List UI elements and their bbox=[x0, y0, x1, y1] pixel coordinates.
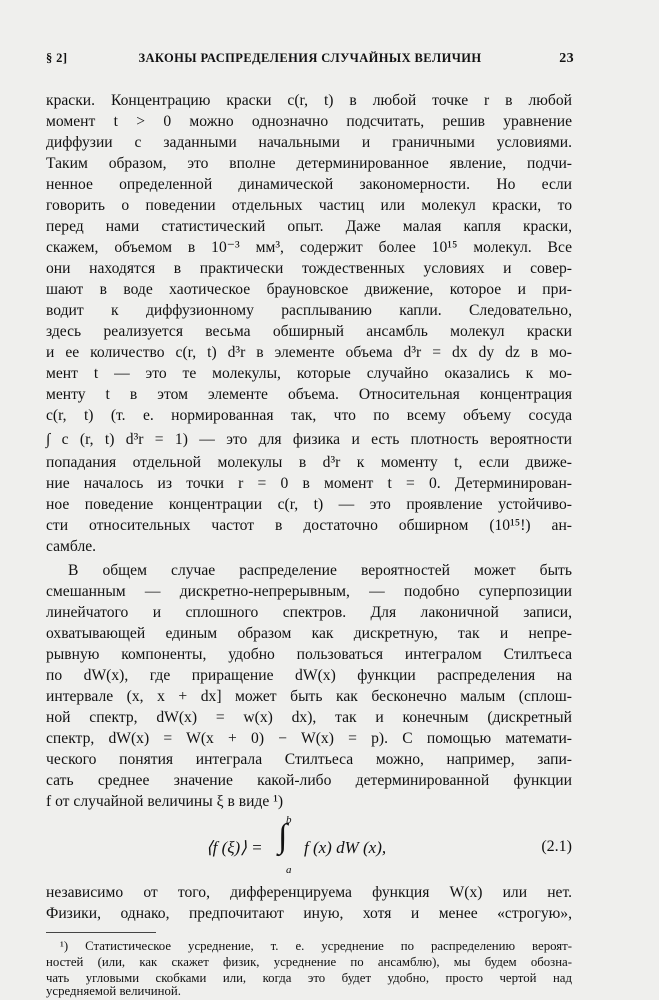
text-line: ческого понятия интеграла Стилтьеса можно, например, запи- bbox=[46, 751, 572, 768]
section-marker: § 2] bbox=[46, 51, 68, 65]
text-line: В общем случае распределение вероятностей может быть bbox=[68, 562, 572, 579]
text-line: сти относительных частот в достаточно обширном (10¹⁵!) ан- bbox=[46, 517, 572, 534]
text-line: говорить о поведении отдельных частиц или молекул краски, то bbox=[46, 197, 572, 214]
equation-2-1 bbox=[46, 814, 572, 876]
text-line: ное поведение концентрации c(r, t) — это проявление устойчиво- bbox=[46, 496, 572, 513]
text-line: водит к диффузионному расплыванию капли. Следовательно, bbox=[46, 302, 572, 319]
chapter-title: ЗАКОНЫ РАСПРЕДЕЛЕНИЯ СЛУЧАЙНЫХ ВЕЛИЧИН bbox=[138, 51, 482, 65]
equation-integrand: f (x) dW (x), bbox=[304, 838, 387, 857]
text-line: рывную компоненты, удобно пользоваться интегралом Стилтьеса bbox=[46, 646, 572, 663]
text-line: сать среднее значение какой-либо детерминированной функции bbox=[46, 772, 572, 789]
text-line: ние началось из точки r = 0 в момент t = 0. Детерминирован- bbox=[46, 475, 572, 492]
text-line: независимо от того, дифференцируема функция W(x) или нет. bbox=[46, 884, 572, 901]
footnote-rule bbox=[46, 932, 156, 933]
text-line: Физики, однако, предпочитают иную, хотя и менее «строгую», bbox=[46, 905, 572, 922]
text-line: они находятся в практически тождественных условиях и совер- bbox=[46, 260, 572, 277]
footnote-line: ¹) Статистическое усреднение, т. е. усреднение по распределению вероят- bbox=[60, 939, 572, 953]
text-line: перед нами статистический опыт. Даже малая капля краски, bbox=[46, 218, 572, 235]
footnote-line: усредняемой величиной. bbox=[46, 984, 181, 998]
integral-upper-limit: b bbox=[286, 814, 292, 826]
text-line: попадания отдельной молекулы в d³r к моменту t, если движе- bbox=[46, 454, 572, 471]
text-line: ненное определенной динамической закономерности. Но если bbox=[46, 176, 572, 193]
text-line: Таким образом, это вполне детерминированное явление, подчи- bbox=[46, 155, 572, 172]
running-head bbox=[46, 51, 574, 73]
text-line: по dW(x), где приращение dW(x) функции распределения на bbox=[46, 667, 572, 684]
text-line: момент t > 0 можно однозначно подсчитать, решив уравнение bbox=[46, 113, 572, 130]
text-line: интервале (x, x + dx] может быть как бесконечно малым (сплош- bbox=[46, 688, 572, 705]
text-line: ной спектр, dW(x) = w(x) dx), так и конечным (дискретный bbox=[46, 709, 572, 726]
text-line: шают в воде хаотическое брауновское движение, которое и при- bbox=[46, 281, 572, 298]
footnote-line: ностей (или, как скажет физик, усреднение по ансамблю), мы будем обозна- bbox=[46, 955, 572, 969]
text-line: диффузии с заданными начальными и граничными условиями. bbox=[46, 134, 572, 151]
page-number: 23 bbox=[559, 51, 574, 66]
footnote-line: чать угловыми скобками или, когда это будет удобно, просто чертой над bbox=[46, 971, 572, 985]
text-line: краски. Концентрацию краски c(r, t) в любой точке r в любой bbox=[46, 92, 572, 109]
text-line-with-integral: ∫ c (r, t) d³r = 1) — это для физика и есть плотность вероятности bbox=[46, 431, 572, 448]
text-line: спектр, dW(x) = W(x + 0) − W(x) = p). С помощью математи- bbox=[46, 730, 572, 747]
text-line: линейчатого и сплошного спектров. Для лаконичной записи, bbox=[46, 604, 572, 621]
text-line: и ее количество c(r, t) d³r в элементе объема d³r = dx dy dz в мо- bbox=[46, 344, 572, 361]
text-line: c(r, t) (т. е. нормированная так, что по всему объему сосуда bbox=[46, 407, 572, 424]
text-line: здесь реализуется весьма обширный ансамбль молекул краски bbox=[46, 323, 572, 340]
text-line: f от случайной величины ξ в виде ¹) bbox=[46, 793, 284, 810]
integral-sign: ∫ bbox=[278, 818, 288, 855]
text-line: менту t в этом элементе объема. Относительная концентрация bbox=[46, 386, 572, 403]
text-line: охватывающей единым образом как дискретную, так и непре- bbox=[46, 625, 572, 642]
text-line: смешанным — дискретно-непрерывным, — подобно суперпозиции bbox=[46, 583, 572, 600]
equation-lhs: ⟨f (ξ)⟩ = bbox=[206, 838, 263, 857]
integral-lower-limit: a bbox=[286, 864, 292, 876]
text-line: самбле. bbox=[46, 538, 97, 555]
text-line: скажем, объемом в 10⁻³ мм³, содержит более 10¹⁵ молекул. Все bbox=[46, 239, 572, 256]
text-line: мент t — это те молекулы, которые случайно оказались к мо- bbox=[46, 365, 572, 382]
equation-number: (2.1) bbox=[541, 838, 572, 855]
